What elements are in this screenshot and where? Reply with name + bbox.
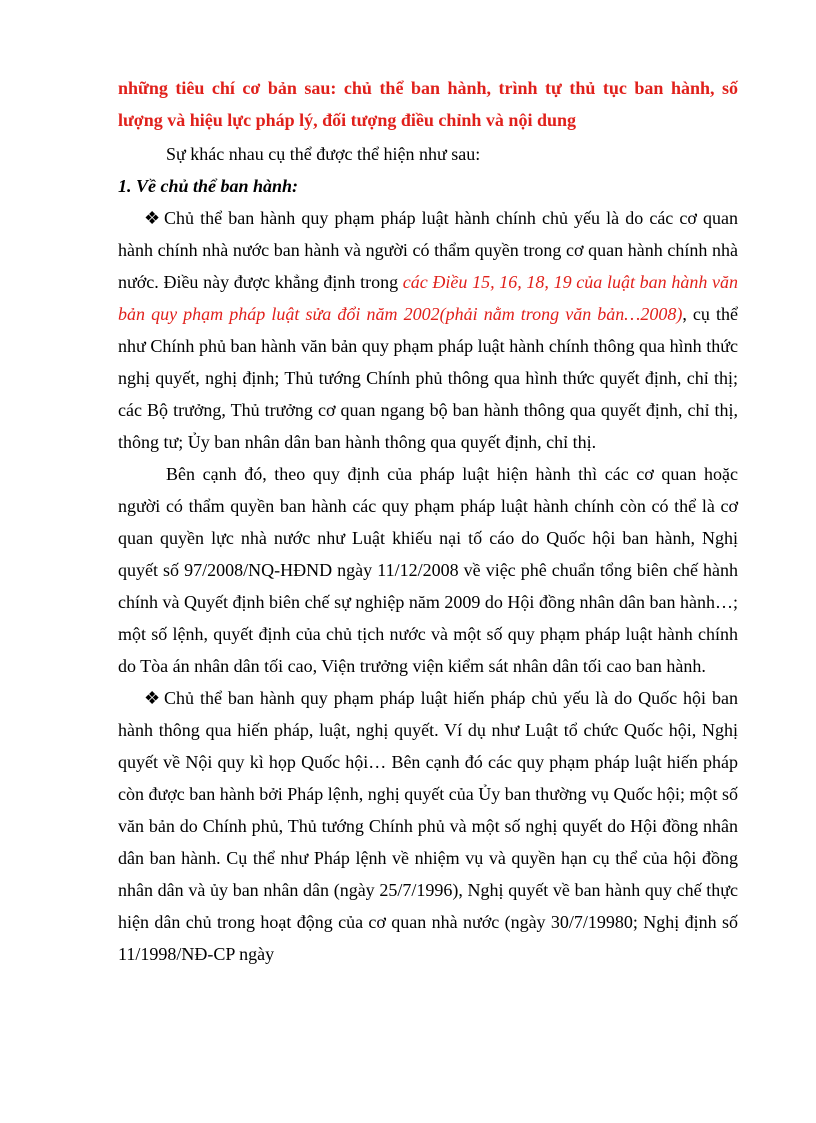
- bullet-paragraph-1: [118, 202, 738, 458]
- bullet-paragraph-2: [118, 682, 738, 970]
- diamond-bullet-icon: ❖: [144, 688, 161, 708]
- bullet-2-text: Chủ thể ban hành quy phạm pháp luật hiến pháp chủ yếu là do Quốc hội ban hành thông qua hiến pháp, luật, nghị quyết. Ví dụ như Luật tổ chức Quốc hội, Nghị quyết về Nội quy kì họp Quốc hội… Bên cạnh đó các quy phạm pháp luật hiến pháp còn được ban hành bởi Pháp lệnh, nghị quyết của Ủy ban thường vụ Quốc hội; một số văn bản do Chính phủ, Thủ tướng Chính phủ và một số nghị quyết do Hội đồng nhân dân ban hành. Cụ thể như Pháp lệnh về nhiệm vụ và quyền hạn cụ thể của hội đồng nhân dân và ủy ban nhân dân (ngày 25/7/1996), Nghị quyết về ban hành quy chế thực hiện dân chủ trong hoạt động của cơ quan nhà nước (ngày 30/7/19980; Nghị định số 11/1998/NĐ-CP ngày: [118, 688, 738, 964]
- bullet-1-reference: các Điều 15, 16, 18, 19 của luật ban hành văn bản quy phạm pháp luật sửa đổi năm 2002(phải nằm trong văn bản…2008): [118, 272, 738, 324]
- section-heading-1: 1. Về chủ thể ban hành:: [118, 176, 299, 196]
- intro-criteria: những tiêu chí cơ bản sau: chủ thể ban hành, trình tự thủ tục ban hành, số lượng và hiệu lực pháp lý, đối tượng điều chỉnh và nội dung: [118, 78, 738, 130]
- bullet-1-text-a: Chủ thể ban hành quy phạm pháp luật hành chính chủ yếu là do các cơ quan hành chính nhà nước ban hành và người có thẩm quyền trong cơ quan hành chính nhà nước. Điều này được khẳng định trong: [118, 208, 738, 292]
- document-body: [118, 72, 738, 970]
- diamond-bullet-icon: ❖: [144, 208, 161, 228]
- paragraph-2: Bên cạnh đó, theo quy định của pháp luật hiện hành thì các cơ quan hoặc người có thẩm quyền ban hành các quy phạm pháp luật hành chính còn có thể là cơ quan quyền lực nhà nước như Luật khiếu nại tố cáo do Quốc hội ban hành, Nghị quyết số 97/2008/NQ-HĐND ngày 11/12/2008 về việc phê chuẩn tổng biên chế hành chính và Quyết định biên chế sự nghiệp năm 2009 do Hội đồng nhân dân ban hành…; một số lệnh, quyết định của chủ tịch nước và một số quy phạm pháp luật hành chính do Tòa án nhân dân tối cao, Viện trưởng viện kiểm sát nhân dân tối cao ban hành.: [118, 464, 738, 676]
- difference-intro: Sự khác nhau cụ thể được thể hiện như sau:: [166, 144, 481, 164]
- bullet-1-text-b: , cụ thể như Chính phủ ban hành văn bản quy phạm pháp luật hành chính thông qua hình thức nghị quyết, nghị định; Thủ tướng Chính phủ thông qua hình thức quyết định, chỉ thị; các Bộ trưởng, Thủ trưởng cơ quan ngang bộ ban hành thông qua quyết định, chỉ thị, thông tư; Ủy ban nhân dân ban hành thông qua quyết định, chỉ thị.: [118, 304, 738, 452]
